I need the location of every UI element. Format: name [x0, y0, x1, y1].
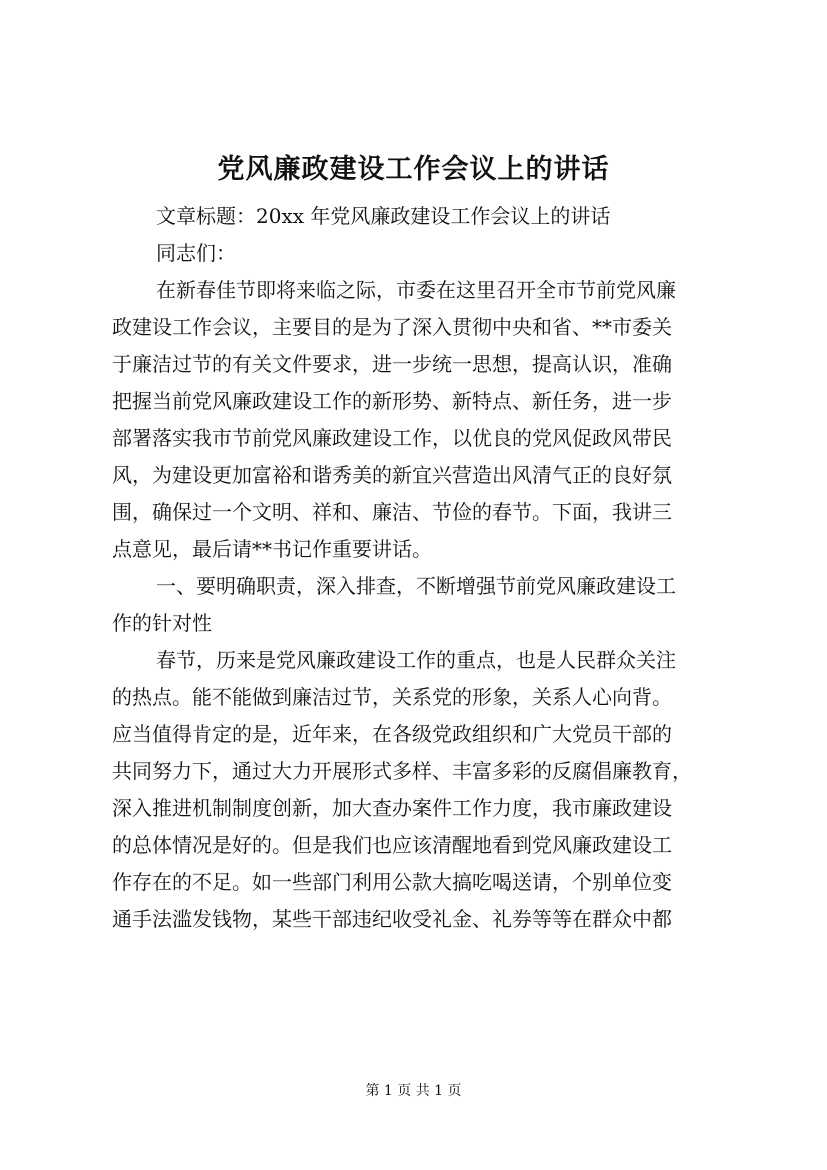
- text-line: 政建设工作会议，主要目的是为了深入贯彻中央和省、**市委关: [112, 315, 672, 339]
- text-line: 点意见，最后请**书记作重要讲话。: [112, 537, 432, 561]
- text-line: 的热点。能不能做到廉洁过节，关系党的形象，关系人心向背。: [112, 685, 672, 709]
- text-line: 同志们：: [156, 241, 236, 265]
- text-line: 把握当前党风廉政建设工作的新形势、新特点、新任务，进一步: [112, 389, 672, 413]
- page-footer: 第 1 页 共 1 页: [365, 1083, 462, 1099]
- text-line: 围，确保过一个文明、祥和、廉洁、节俭的春节。下面，我讲三: [112, 500, 672, 524]
- text-line: 的总体情况是好的。但是我们也应该清醒地看到党风廉政建设工: [112, 833, 672, 857]
- page-title: 党风廉政建设工作会议上的讲话: [217, 154, 610, 185]
- text-line: 作存在的不足。如一些部门利用公款大搞吃喝送请，个别单位变: [112, 870, 672, 894]
- text-line: 于廉洁过节的有关文件要求，进一步统一思想，提高认识，准确: [112, 352, 672, 376]
- text-line: 通手法滥发钱物，某些干部违纪收受礼金、礼券等等在群众中都: [112, 907, 672, 931]
- text-line: 在新春佳节即将来临之际，市委在这里召开全市节前党风廉: [156, 278, 676, 302]
- text-line: 共同努力下，通过大力开展形式多样、丰富多彩的反腐倡廉教育，: [112, 759, 692, 783]
- document-body: [112, 198, 732, 938]
- text-line: 春节，历来是党风廉政建设工作的重点，也是人民群众关注: [156, 648, 676, 672]
- text-line: 深入推进机制制度创新，加大查办案件工作力度，我市廉政建设: [112, 796, 672, 820]
- text-line: 部署落实我市节前党风廉政建设工作，以优良的党风促政风带民: [112, 426, 672, 450]
- text-line: 应当值得肯定的是，近年来，在各级党政组织和广大党员干部的: [112, 722, 672, 746]
- text-line: 作的针对性: [112, 611, 212, 635]
- text-line: 文章标题：20xx 年党风廉政建设工作会议上的讲话: [156, 204, 611, 228]
- text-line: 一、要明确职责，深入排查，不断增强节前党风廉政建设工: [156, 574, 676, 598]
- text-line: 风，为建设更加富裕和谐秀美的新宜兴营造出风清气正的良好氛: [112, 463, 672, 487]
